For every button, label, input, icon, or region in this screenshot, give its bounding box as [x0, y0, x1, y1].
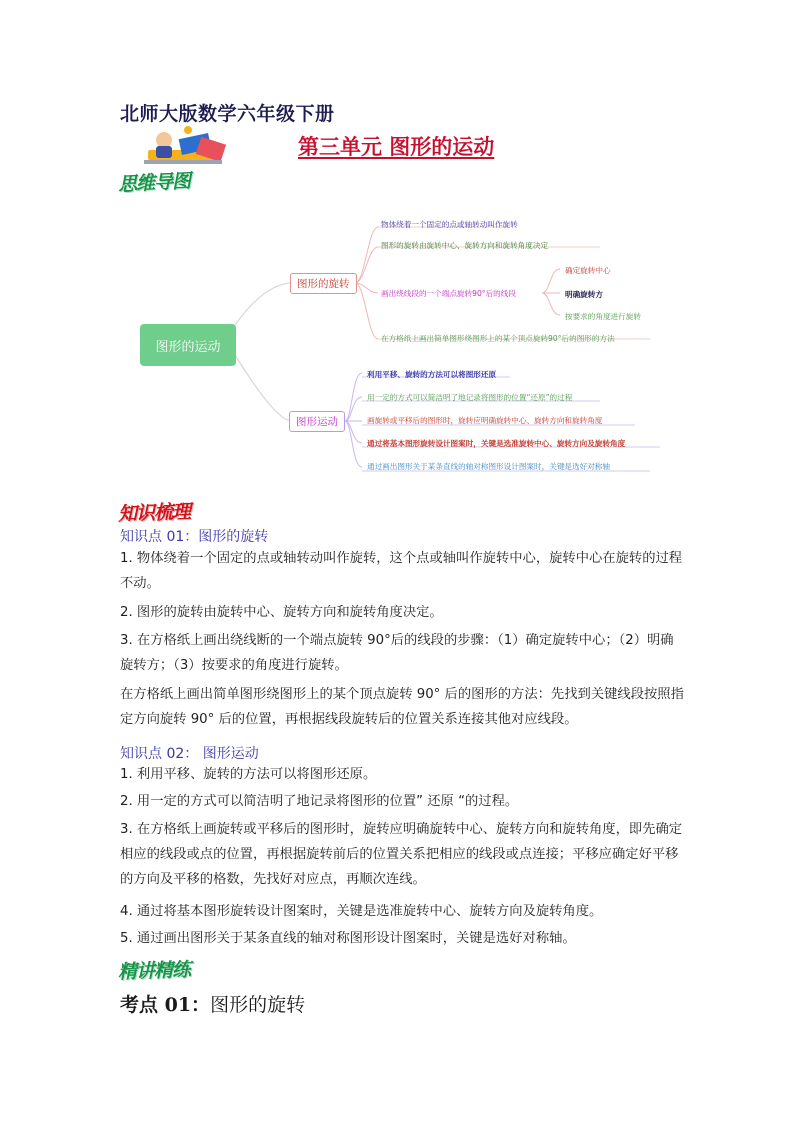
- knowledge-point-2-item-5: 5. 通过画出图形关于某条直线的轴对称图形设计图案时，关键是选好对称轴。: [120, 931, 576, 946]
- knowledge-point-1-item-1: 1. 物体绕着一个固定的点或轴转动叫作旋转，这个点或轴叫作旋转中心，旋转中心在旋转的过程不动。: [120, 551, 683, 591]
- document-subtitle: 北师大版数学六年级下册: [120, 103, 335, 125]
- unit-title: 第三单元 图形的运动: [298, 134, 495, 159]
- mindmap-branch-motion: [289, 411, 345, 432]
- mindmap-root-label: 图形的运动: [155, 339, 221, 355]
- mindmap-branch-rotation: [290, 273, 357, 294]
- mindmap-subitem: 明确旋转方: [565, 290, 603, 299]
- mindmap-subitem: 按要求的角度进行旋转: [565, 312, 641, 321]
- mindmap-item: 在方格纸上画出简单图形绕图形上的某个顶点旋转90°后的图形的方法: [381, 334, 615, 343]
- mindmap-item: 利用平移、旋转的方法可以将图形还原: [367, 370, 497, 379]
- section-heading-mindmap: 思维导图: [117, 170, 191, 196]
- knowledge-point-2-item-4: 4. 通过将基本图形旋转设计图案时，关键是选准旋转中心、旋转方向及旋转角度。: [120, 904, 603, 919]
- mindmap-branch-motion-label: 图形运动: [296, 416, 338, 428]
- exam-point-prefix: 考点 01：: [120, 994, 211, 1016]
- mindmap-item: 画出绕线段的一个端点旋转90°后的线段: [381, 289, 516, 298]
- knowledge-point-1-item-3: 3. 在方格纸上画出绕线断的一个端点旋转 90°后的线段的步骤：（1）确定旋转中心；（2）明确旋转方；（3）按要求的角度进行旋转。: [120, 633, 674, 673]
- knowledge-point-2-item-2: 2. 用一定的方式可以简洁明了地记录将图形的位置” 还原 “的过程。: [120, 794, 519, 809]
- knowledge-point-2-item-3: 3. 在方格纸上画旋转或平移后的图形时，旋转应明确旋转中心、旋转方向和旋转角度，即先确定相应的线段或点的位置，再根据旋转前后的位置关系把相应的线段或点连接；平移应确定好平移的方向及平移的格数，先找好对应点，再顺次连线。: [120, 822, 683, 887]
- mindmap-item: 通过将基本图形旋转设计图案时，关键是选准旋转中心、旋转方向及旋转角度: [367, 439, 626, 448]
- section-heading-knowledge: 知识梳理: [117, 500, 191, 526]
- section-heading-lecture: 精讲精练: [117, 958, 191, 984]
- mindmap-item: 物体绕着一个固定的点或轴转动叫作旋转: [381, 220, 518, 229]
- mindmap-branch-rotation-label: 图形的旋转: [297, 278, 350, 290]
- knowledge-point-title-2: 知识点 02： 图形运动: [120, 746, 259, 762]
- mindmap-item: 通过画出图形关于某条直线的轴对称图形设计图案时，关键是选好对称轴: [367, 462, 610, 471]
- exam-point-heading: [120, 990, 305, 1017]
- mindmap-item: 画旋转或平移后的图形时，旋转应明确旋转中心、旋转方向和旋转角度: [367, 416, 603, 425]
- knowledge-point-1-item-2: 2. 图形的旋转由旋转中心、旋转方向和旋转角度决定。: [120, 605, 443, 620]
- mindmap-subitem: 确定旋转中心: [565, 266, 611, 275]
- mindmap-root-node: [140, 324, 236, 366]
- knowledge-point-title-1: 知识点 01：图形的旋转: [120, 529, 269, 545]
- study-illustration-icon: [140, 122, 230, 170]
- knowledge-point-1-method: 在方格纸上画出简单图形绕图形上的某个顶点旋转 90° 后的图形的方法：先找到关键线段按照指定方向旋转 90° 后的位置，再根据线段旋转后的位置关系连接其他对应线段。: [120, 687, 684, 727]
- knowledge-point-2-item-1: 1. 利用平移、旋转的方法可以将图形还原。: [120, 767, 377, 782]
- mindmap-item: 图形的旋转由旋转中心、旋转方向和旋转角度决定: [381, 241, 549, 250]
- exam-point-title: 图形的旋转: [210, 994, 306, 1016]
- mindmap-item: 用一定的方式可以简洁明了地记录将图形的位置“还原”的过程: [367, 393, 573, 402]
